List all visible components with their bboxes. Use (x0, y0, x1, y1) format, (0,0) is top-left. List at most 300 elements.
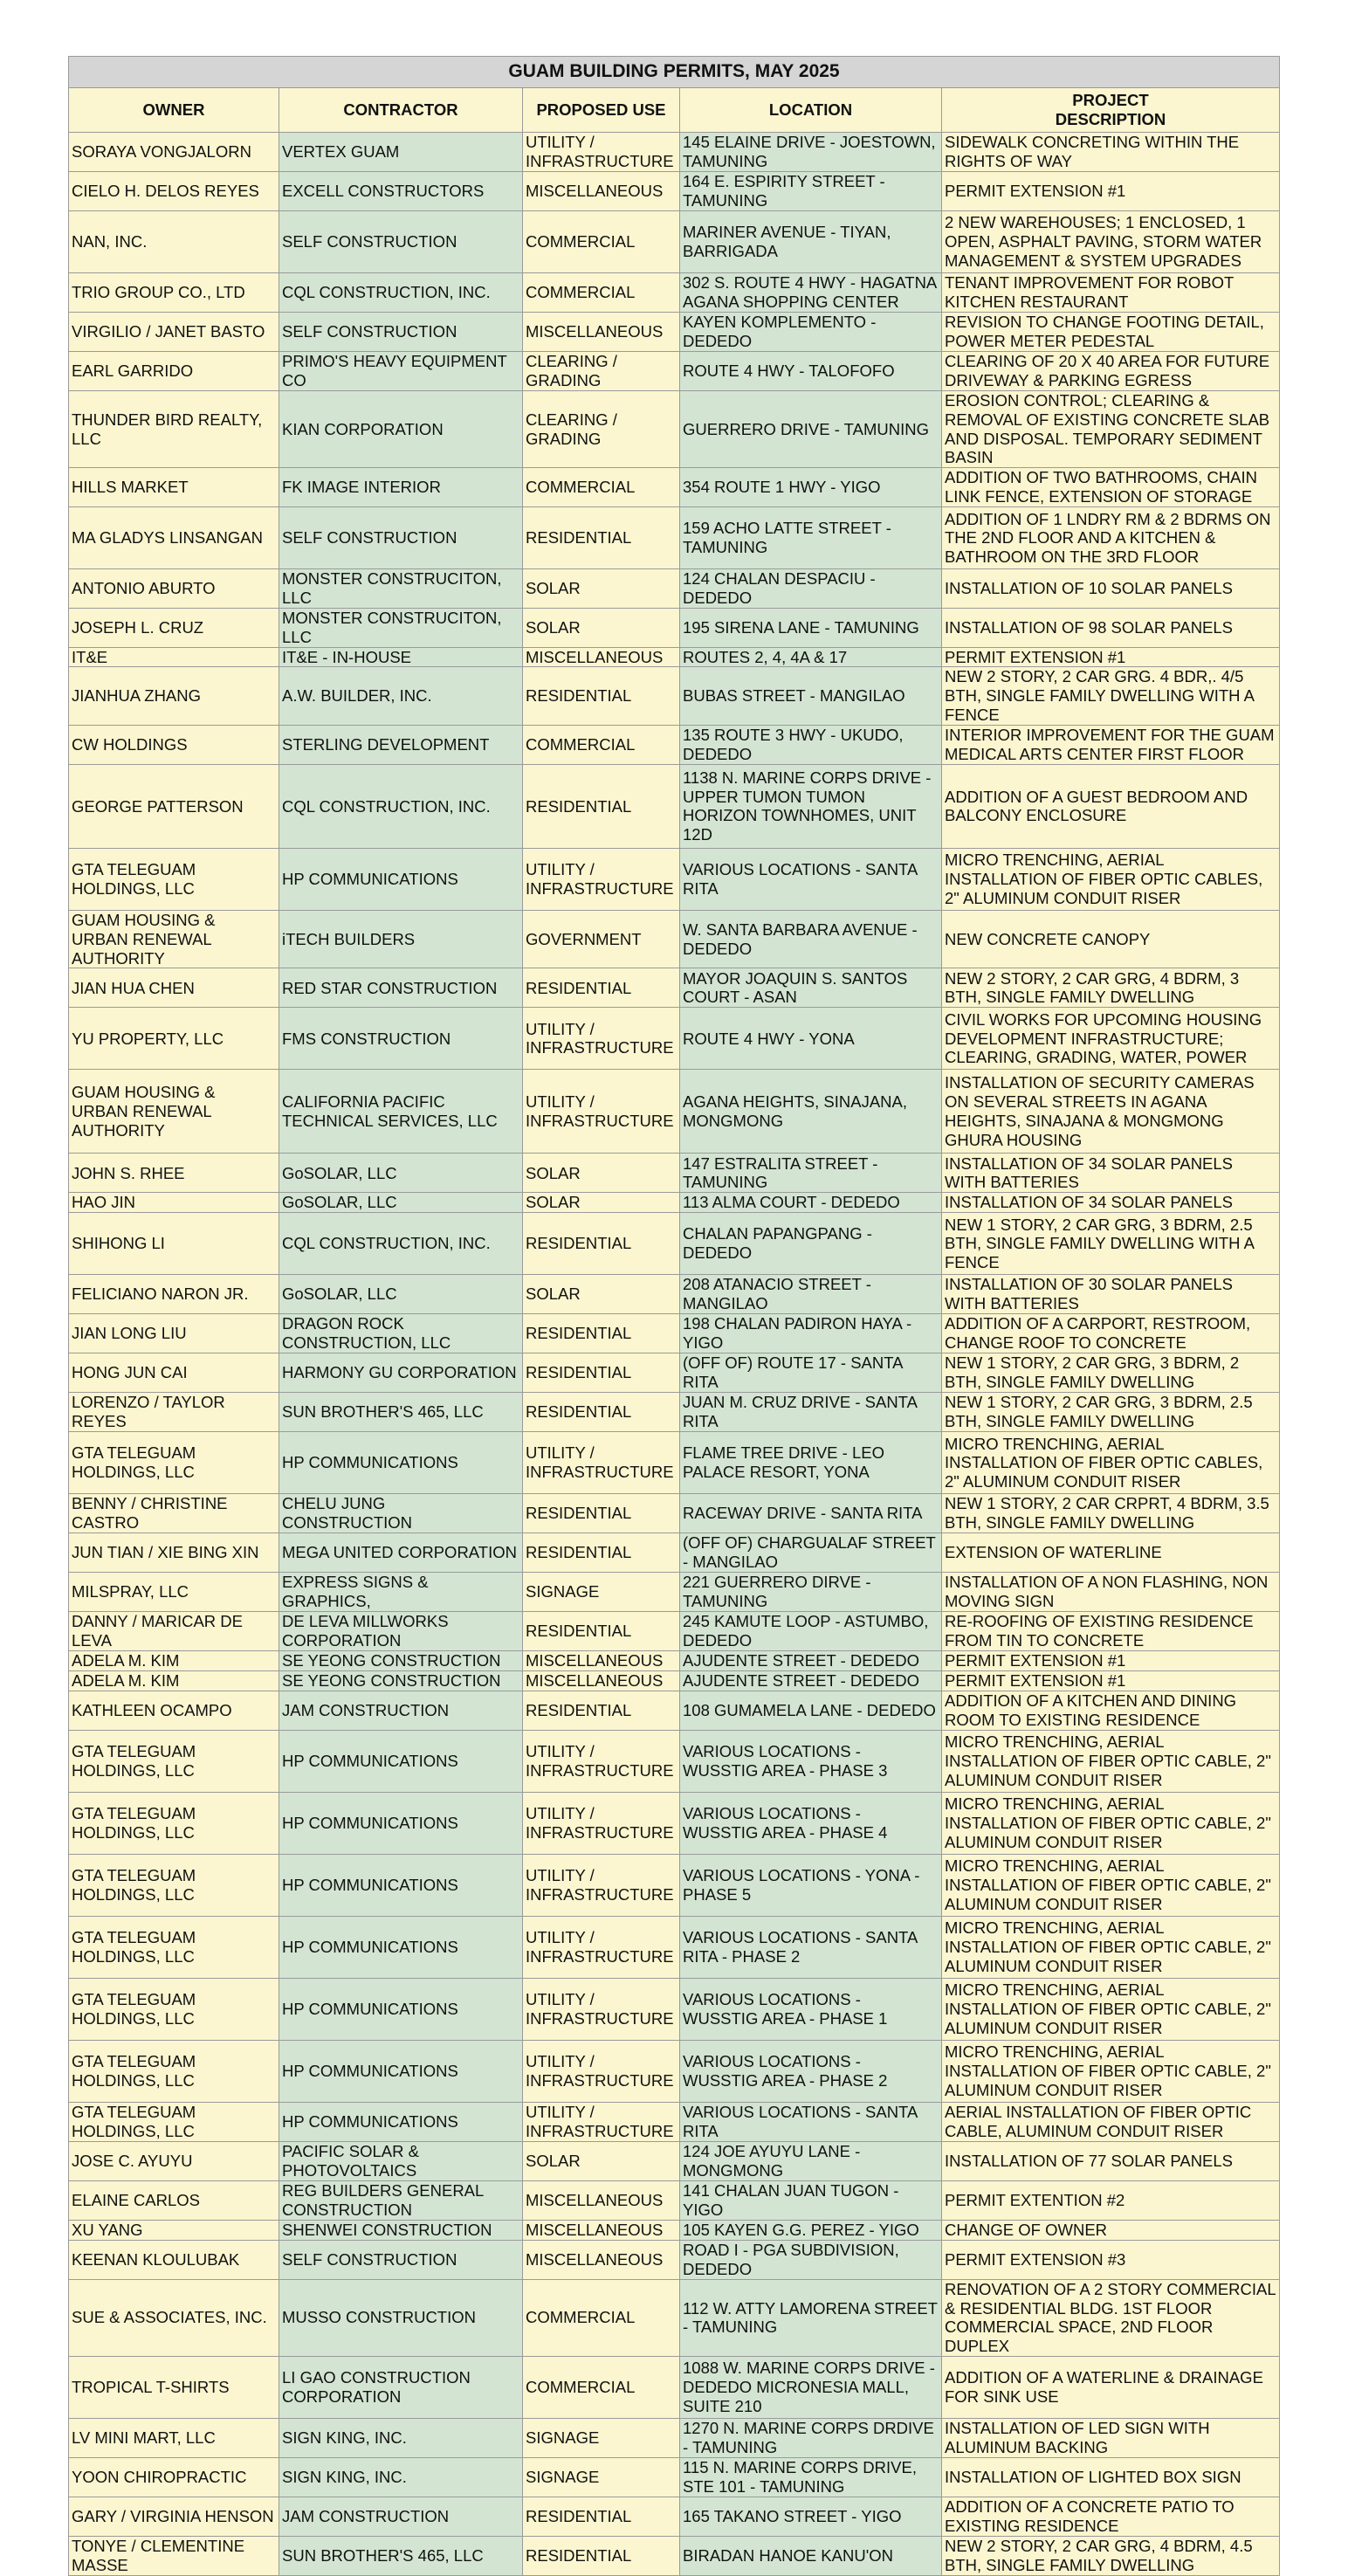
location-cell: VARIOUS LOCATIONS - SANTA RITA - PHASE 2 (680, 1916, 942, 1978)
contractor-cell: HP COMMUNICATIONS (279, 848, 523, 910)
table-row (69, 172, 1280, 211)
owner-cell: SHIHONG LI (69, 1213, 279, 1275)
description-cell: ADDITION OF A KITCHEN AND DINING ROOM TO EXISTING RESIDENCE (942, 1691, 1280, 1730)
owner-cell: GEORGE PATTERSON (69, 764, 279, 848)
owner-cell: GUAM HOUSING & URBAN RENEWAL AUTHORITY (69, 1070, 279, 1154)
description-cell: MICRO TRENCHING, AERIAL INSTALLATION OF FIBER OPTIC CABLE, 2" ALUMINUM CONDUIT RISER (942, 1792, 1280, 1854)
contractor-cell: SUN BROTHER'S 465, LLC (279, 2537, 523, 2576)
description-cell: CHANGE OF OWNER (942, 2220, 1280, 2240)
contractor-cell: HP COMMUNICATIONS (279, 2102, 523, 2141)
location-cell: VARIOUS LOCATIONS - SANTA RITA (680, 2102, 942, 2141)
table-row (69, 2419, 1280, 2458)
table-row (69, 1573, 1280, 1612)
location-cell: ROUTES 2, 4, 4A & 17 (680, 647, 942, 667)
owner-cell: GTA TELEGUAM HOLDINGS, LLC (69, 1730, 279, 1792)
location-cell: (OFF OF) CHARGUALAF STREET - MANGILAO (680, 1533, 942, 1573)
owner-cell: JUN TIAN / XIE BING XIN (69, 1533, 279, 1573)
description-cell: ADDITION OF A CONCRETE PATIO TO EXISTING RESIDENCE (942, 2497, 1280, 2537)
description-cell: PERMIT EXTENSION #3 (942, 2240, 1280, 2279)
description-cell: ADDITION OF A WATERLINE & DRAINAGE FOR SINK USE (942, 2357, 1280, 2419)
table-row (69, 667, 1280, 725)
proposed-use-cell: UTILITY / INFRASTRUCTURE (523, 1978, 680, 2040)
table-title: GUAM BUILDING PERMITS, MAY 2025 (69, 57, 1280, 88)
location-cell: 105 KAYEN G.G. PEREZ - YIGO (680, 2220, 942, 2240)
location-cell: ROUTE 4 HWY - YONA (680, 1008, 942, 1070)
description-cell: MICRO TRENCHING, AERIAL INSTALLATION OF FIBER OPTIC CABLE, 2" ALUMINUM CONDUIT RISER (942, 1978, 1280, 2040)
contractor-cell: HP COMMUNICATIONS (279, 1432, 523, 1494)
owner-cell: GTA TELEGUAM HOLDINGS, LLC (69, 1854, 279, 1916)
proposed-use-cell: SIGNAGE (523, 1573, 680, 1612)
proposed-use-cell: RESIDENTIAL (523, 2497, 680, 2537)
description-cell: INSTALLATION OF SECURITY CAMERAS ON SEVERAL STREETS IN AGANA HEIGHTS, SINAJANA & MONGMONG GHURA HOUSING (942, 1070, 1280, 1154)
description-cell: INSTALLATION OF LED SIGN WITH ALUMINUM BACKING (942, 2419, 1280, 2458)
description-cell: MICRO TRENCHING, AERIAL INSTALLATION OF FIBER OPTIC CABLES, 2" ALUMINUM CONDUIT RISER (942, 848, 1280, 910)
table-row (69, 1070, 1280, 1154)
table-row (69, 1978, 1280, 2040)
location-cell: 198 CHALAN PADIRON HAYA - YIGO (680, 1314, 942, 1353)
contractor-cell: GoSOLAR, LLC (279, 1275, 523, 1314)
description-cell: INSTALLATION OF 34 SOLAR PANELS (942, 1193, 1280, 1213)
column-header-contractor: CONTRACTOR (279, 88, 523, 133)
owner-cell: JIAN HUA CHEN (69, 968, 279, 1008)
table-row (69, 569, 1280, 609)
description-cell: NEW 1 STORY, 2 CAR GRG, 3 BDRM, 2.5 BTH, SINGLE FAMILY DWELLING (942, 1393, 1280, 1432)
table-row (69, 391, 1280, 468)
location-cell: 1088 W. MARINE CORPS DRIVE - DEDEDO MICRONESIA MALL, SUITE 210 (680, 2357, 942, 2419)
owner-cell: HAO JIN (69, 1193, 279, 1213)
description-cell: RENOVATION OF A 2 STORY COMMERCIAL & RESIDENTIAL BLDG. 1ST FLOOR COMMERCIAL SPACE, 2ND FLOOR DUPLEX (942, 2279, 1280, 2356)
table-row (69, 1730, 1280, 1792)
description-cell: INSTALLATION OF A NON FLASHING, NON MOVING SIGN (942, 1573, 1280, 1612)
table-row (69, 1432, 1280, 1494)
table-row (69, 2040, 1280, 2102)
owner-cell: THUNDER BIRD REALTY, LLC (69, 391, 279, 468)
location-cell: 112 W. ATTY LAMORENA STREET - TAMUNING (680, 2279, 942, 2356)
table-row (69, 1691, 1280, 1730)
description-cell: EROSION CONTROL; CLEARING & REMOVAL OF EXISTING CONCRETE SLAB AND DISPOSAL. TEMPORARY SEDIMENT BASIN (942, 391, 1280, 468)
table-row (69, 1916, 1280, 1978)
permits-sheet (68, 56, 1279, 2576)
location-cell: RACEWAY DRIVE - SANTA RITA (680, 1494, 942, 1533)
table-row (69, 1314, 1280, 1353)
location-cell: FLAME TREE DRIVE - LEO PALACE RESORT, YONA (680, 1432, 942, 1494)
description-cell: PERMIT EXTENSION #1 (942, 647, 1280, 667)
description-cell: INSTALLATION OF 10 SOLAR PANELS (942, 569, 1280, 609)
location-cell: JUAN M. CRUZ DRIVE - SANTA RITA (680, 1393, 942, 1432)
table-row (69, 910, 1280, 968)
contractor-cell: PRIMO'S HEAVY EQUIPMENT CO (279, 352, 523, 391)
owner-cell: JIAN LONG LIU (69, 1314, 279, 1353)
table-row (69, 1213, 1280, 1275)
contractor-cell: SUN BROTHER'S 465, LLC (279, 1393, 523, 1432)
contractor-cell: HP COMMUNICATIONS (279, 1792, 523, 1854)
owner-cell: ADELA M. KIM (69, 1651, 279, 1671)
contractor-cell: IT&E - IN-HOUSE (279, 647, 523, 667)
proposed-use-cell: RESIDENTIAL (523, 968, 680, 1008)
location-cell: 221 GUERRERO DIRVE - TAMUNING (680, 1573, 942, 1612)
location-cell: VARIOUS LOCATIONS - YONA - PHASE 5 (680, 1854, 942, 1916)
contractor-cell: GoSOLAR, LLC (279, 1193, 523, 1213)
description-cell: MICRO TRENCHING, AERIAL INSTALLATION OF FIBER OPTIC CABLE, 2" ALUMINUM CONDUIT RISER (942, 2040, 1280, 2102)
location-cell: 302 S. ROUTE 4 HWY - HAGATNA AGANA SHOPPING CENTER (680, 273, 942, 313)
proposed-use-cell: RESIDENTIAL (523, 1691, 680, 1730)
description-cell: CIVIL WORKS FOR UPCOMING HOUSING DEVELOPMENT INFRASTRUCTURE; CLEARING, GRADING, WATER, POWER (942, 1008, 1280, 1070)
location-cell: 145 ELAINE DRIVE - JOESTOWN, TAMUNING (680, 133, 942, 172)
location-cell: (OFF OF) ROUTE 17 - SANTA RITA (680, 1353, 942, 1393)
proposed-use-cell: SOLAR (523, 1154, 680, 1193)
table-row (69, 468, 1280, 507)
table-row (69, 2102, 1280, 2141)
proposed-use-cell: COMMERCIAL (523, 211, 680, 273)
description-cell: PERMIT EXTENSION #1 (942, 172, 1280, 211)
description-cell: PERMIT EXTENSION #1 (942, 1651, 1280, 1671)
contractor-cell: FMS CONSTRUCTION (279, 1008, 523, 1070)
contractor-cell: PACIFIC SOLAR & PHOTOVOLTAICS (279, 2141, 523, 2180)
contractor-cell: CQL CONSTRUCTION, INC. (279, 764, 523, 848)
owner-cell: JOHN S. RHEE (69, 1154, 279, 1193)
table-row (69, 2357, 1280, 2419)
table-row (69, 848, 1280, 910)
location-cell: BUBAS STREET - MANGILAO (680, 667, 942, 725)
proposed-use-cell: RESIDENTIAL (523, 1533, 680, 1573)
location-cell: W. SANTA BARBARA AVENUE - DEDEDO (680, 910, 942, 968)
contractor-cell: MUSSO CONSTRUCTION (279, 2279, 523, 2356)
location-cell: 195 SIRENA LANE - TAMUNING (680, 608, 942, 647)
table-row (69, 1671, 1280, 1691)
table-row (69, 968, 1280, 1008)
proposed-use-cell: MISCELLANEOUS (523, 2220, 680, 2240)
table-row (69, 725, 1280, 764)
contractor-cell: SELF CONSTRUCTION (279, 313, 523, 352)
proposed-use-cell: RESIDENTIAL (523, 1353, 680, 1393)
owner-cell: TRIO GROUP CO., LTD (69, 273, 279, 313)
owner-cell: EARL GARRIDO (69, 352, 279, 391)
owner-cell: SORAYA VONGJALORN (69, 133, 279, 172)
location-cell: VARIOUS LOCATIONS - WUSSTIG AREA - PHASE 3 (680, 1730, 942, 1792)
proposed-use-cell: COMMERCIAL (523, 2279, 680, 2356)
contractor-cell: KIAN CORPORATION (279, 391, 523, 468)
proposed-use-cell: RESIDENTIAL (523, 1494, 680, 1533)
table-row (69, 1792, 1280, 1854)
location-cell: ROAD I - PGA SUBDIVISION, DEDEDO (680, 2240, 942, 2279)
description-cell: SIDEWALK CONCRETING WITHIN THE RIGHTS OF WAY (942, 133, 1280, 172)
contractor-cell: SIGN KING, INC. (279, 2458, 523, 2497)
proposed-use-cell: SIGNAGE (523, 2419, 680, 2458)
contractor-cell: RED STAR CONSTRUCTION (279, 968, 523, 1008)
contractor-cell: REG BUILDERS GENERAL CONSTRUCTION (279, 2180, 523, 2220)
table-row (69, 1275, 1280, 1314)
table-row (69, 2497, 1280, 2537)
location-cell: 113 ALMA COURT - DEDEDO (680, 1193, 942, 1213)
description-cell: NEW 2 STORY, 2 CAR GRG. 4 BDR,. 4/5 BTH, SINGLE FAMILY DWELLING WITH A FENCE (942, 667, 1280, 725)
table-row (69, 1154, 1280, 1193)
location-cell: CHALAN PAPANGPANG - DEDEDO (680, 1213, 942, 1275)
contractor-cell: STERLING DEVELOPMENT (279, 725, 523, 764)
proposed-use-cell: SOLAR (523, 1275, 680, 1314)
proposed-use-cell: RESIDENTIAL (523, 2537, 680, 2576)
proposed-use-cell: SOLAR (523, 569, 680, 609)
proposed-use-cell: COMMERCIAL (523, 468, 680, 507)
contractor-cell: SELF CONSTRUCTION (279, 2240, 523, 2279)
owner-cell: IT&E (69, 647, 279, 667)
table-row (69, 1533, 1280, 1573)
description-cell: EXTENSION OF WATERLINE (942, 1533, 1280, 1573)
table-row (69, 2279, 1280, 2356)
proposed-use-cell: RESIDENTIAL (523, 1393, 680, 1432)
owner-cell: CW HOLDINGS (69, 725, 279, 764)
description-cell: MICRO TRENCHING, AERIAL INSTALLATION OF FIBER OPTIC CABLE, 2" ALUMINUM CONDUIT RISER (942, 1916, 1280, 1978)
table-row (69, 211, 1280, 273)
contractor-cell: FK IMAGE INTERIOR (279, 468, 523, 507)
contractor-cell: A.W. BUILDER, INC. (279, 667, 523, 725)
proposed-use-cell: RESIDENTIAL (523, 507, 680, 569)
proposed-use-cell: SOLAR (523, 2141, 680, 2180)
table-row (69, 2458, 1280, 2497)
contractor-cell: HP COMMUNICATIONS (279, 1730, 523, 1792)
proposed-use-cell: UTILITY / INFRASTRUCTURE (523, 1008, 680, 1070)
contractor-cell: SELF CONSTRUCTION (279, 507, 523, 569)
owner-cell: HILLS MARKET (69, 468, 279, 507)
proposed-use-cell: MISCELLANEOUS (523, 1671, 680, 1691)
owner-cell: GTA TELEGUAM HOLDINGS, LLC (69, 1432, 279, 1494)
proposed-use-cell: RESIDENTIAL (523, 1314, 680, 1353)
owner-cell: JIANHUA ZHANG (69, 667, 279, 725)
description-cell: NEW CONCRETE CANOPY (942, 910, 1280, 968)
proposed-use-cell: COMMERCIAL (523, 2357, 680, 2419)
proposed-use-cell: RESIDENTIAL (523, 667, 680, 725)
table-row (69, 133, 1280, 172)
owner-cell: HONG JUN CAI (69, 1353, 279, 1393)
description-cell: NEW 1 STORY, 2 CAR CRPRT, 4 BDRM, 3.5 BTH, SINGLE FAMILY DWELLING (942, 1494, 1280, 1533)
column-header-project-description: PROJECT DESCRIPTION (942, 88, 1280, 133)
contractor-cell: SELF CONSTRUCTION (279, 211, 523, 273)
location-cell: 147 ESTRALITA STREET - TAMUNING (680, 1154, 942, 1193)
owner-cell: ANTONIO ABURTO (69, 569, 279, 609)
table-row (69, 313, 1280, 352)
description-cell: INSTALLATION OF 30 SOLAR PANELS WITH BATTERIES (942, 1275, 1280, 1314)
contractor-cell: JAM CONSTRUCTION (279, 1691, 523, 1730)
table-row (69, 507, 1280, 569)
description-cell: ADDITION OF A CARPORT, RESTROOM, CHANGE ROOF TO CONCRETE (942, 1314, 1280, 1353)
table-row (69, 352, 1280, 391)
owner-cell: DANNY / MARICAR DE LEVA (69, 1612, 279, 1651)
owner-cell: XU YANG (69, 2220, 279, 2240)
owner-cell: JOSEPH L. CRUZ (69, 608, 279, 647)
contractor-cell: CQL CONSTRUCTION, INC. (279, 1213, 523, 1275)
proposed-use-cell: UTILITY / INFRASTRUCTURE (523, 1792, 680, 1854)
location-cell: 165 TAKANO STREET - YIGO (680, 2497, 942, 2537)
contractor-cell: EXPRESS SIGNS & GRAPHICS, (279, 1573, 523, 1612)
description-cell: INSTALLATION OF 98 SOLAR PANELS (942, 608, 1280, 647)
contractor-cell: HP COMMUNICATIONS (279, 1854, 523, 1916)
location-cell: 141 CHALAN JUAN TUGON - YIGO (680, 2180, 942, 2220)
owner-cell: GARY / VIRGINIA HENSON (69, 2497, 279, 2537)
owner-cell: GTA TELEGUAM HOLDINGS, LLC (69, 1916, 279, 1978)
owner-cell: KEENAN KLOULUBAK (69, 2240, 279, 2279)
description-cell: TENANT IMPROVEMENT FOR ROBOT KITCHEN RESTAURANT (942, 273, 1280, 313)
table-row (69, 2180, 1280, 2220)
table-row (69, 2220, 1280, 2240)
description-cell: MICRO TRENCHING, AERIAL INSTALLATION OF FIBER OPTIC CABLE, 2" ALUMINUM CONDUIT RISER (942, 1730, 1280, 1792)
proposed-use-cell: CLEARING / GRADING (523, 391, 680, 468)
owner-cell: VIRGILIO / JANET BASTO (69, 313, 279, 352)
description-cell: REVISION TO CHANGE FOOTING DETAIL, POWER METER PEDESTAL (942, 313, 1280, 352)
owner-cell: BENNY / CHRISTINE CASTRO (69, 1494, 279, 1533)
description-cell: INSTALLATION OF LIGHTED BOX SIGN (942, 2458, 1280, 2497)
table-row (69, 1494, 1280, 1533)
description-cell: CLEARING OF 20 X 40 AREA FOR FUTURE DRIVEWAY & PARKING EGRESS (942, 352, 1280, 391)
proposed-use-cell: UTILITY / INFRASTRUCTURE (523, 2102, 680, 2141)
owner-cell: LORENZO / TAYLOR REYES (69, 1393, 279, 1432)
location-cell: 354 ROUTE 1 HWY - YIGO (680, 468, 942, 507)
owner-cell: JOSE C. AYUYU (69, 2141, 279, 2180)
location-cell: 135 ROUTE 3 HWY - UKUDO, DEDEDO (680, 725, 942, 764)
location-cell: VARIOUS LOCATIONS - WUSSTIG AREA - PHASE 1 (680, 1978, 942, 2040)
owner-cell: SUE & ASSOCIATES, INC. (69, 2279, 279, 2356)
location-cell: GUERRERO DRIVE - TAMUNING (680, 391, 942, 468)
contractor-cell: iTECH BUILDERS (279, 910, 523, 968)
location-cell: 124 CHALAN DESPACIU - DEDEDO (680, 569, 942, 609)
location-cell: BIRADAN HANOE KANU'ON (680, 2537, 942, 2576)
column-header-proposed-use: PROPOSED USE (523, 88, 680, 133)
table-row (69, 608, 1280, 647)
owner-cell: GTA TELEGUAM HOLDINGS, LLC (69, 2040, 279, 2102)
owner-cell: GTA TELEGUAM HOLDINGS, LLC (69, 1792, 279, 1854)
owner-cell: YU PROPERTY, LLC (69, 1008, 279, 1070)
proposed-use-cell: UTILITY / INFRASTRUCTURE (523, 1916, 680, 1978)
location-cell: KAYEN KOMPLEMENTO - DEDEDO (680, 313, 942, 352)
description-cell: INSTALLATION OF 34 SOLAR PANELS WITH BATTERIES (942, 1154, 1280, 1193)
proposed-use-cell: COMMERCIAL (523, 273, 680, 313)
contractor-cell: SIGN KING, INC. (279, 2419, 523, 2458)
proposed-use-cell: UTILITY / INFRASTRUCTURE (523, 848, 680, 910)
proposed-use-cell: UTILITY / INFRASTRUCTURE (523, 133, 680, 172)
proposed-use-cell: RESIDENTIAL (523, 1213, 680, 1275)
table-row (69, 1612, 1280, 1651)
contractor-cell: HP COMMUNICATIONS (279, 1978, 523, 2040)
location-cell: 245 KAMUTE LOOP - ASTUMBO, DEDEDO (680, 1612, 942, 1651)
description-cell: NEW 1 STORY, 2 CAR GRG, 3 BDRM, 2.5 BTH, SINGLE FAMILY DWELLING WITH A FENCE (942, 1213, 1280, 1275)
location-cell: 1270 N. MARINE CORPS DRDIVE - TAMUNING (680, 2419, 942, 2458)
proposed-use-cell: UTILITY / INFRASTRUCTURE (523, 1730, 680, 1792)
contractor-cell: HP COMMUNICATIONS (279, 1916, 523, 1978)
contractor-cell: SE YEONG CONSTRUCTION (279, 1651, 523, 1671)
owner-cell: CIELO H. DELOS REYES (69, 172, 279, 211)
owner-cell: TROPICAL T-SHIRTS (69, 2357, 279, 2419)
table-row (69, 273, 1280, 313)
contractor-cell: MEGA UNITED CORPORATION (279, 1533, 523, 1573)
proposed-use-cell: UTILITY / INFRASTRUCTURE (523, 1854, 680, 1916)
owner-cell: ELAINE CARLOS (69, 2180, 279, 2220)
location-cell: MARINER AVENUE - TIYAN, BARRIGADA (680, 211, 942, 273)
proposed-use-cell: MISCELLANEOUS (523, 172, 680, 211)
description-cell: NEW 1 STORY, 2 CAR GRG, 3 BDRM, 2 BTH, SINGLE FAMILY DWELLING (942, 1353, 1280, 1393)
contractor-cell: DRAGON ROCK CONSTRUCTION, LLC (279, 1314, 523, 1353)
location-cell: VARIOUS LOCATIONS - WUSSTIG AREA - PHASE 2 (680, 2040, 942, 2102)
description-cell: PERMIT EXTENTION #2 (942, 2180, 1280, 2220)
proposed-use-cell: SOLAR (523, 608, 680, 647)
contractor-cell: CHELU JUNG CONSTRUCTION (279, 1494, 523, 1533)
description-cell: ADDITION OF TWO BATHROOMS, CHAIN LINK FENCE, EXTENSION OF STORAGE (942, 468, 1280, 507)
owner-cell: MILSPRAY, LLC (69, 1573, 279, 1612)
proposed-use-cell: RESIDENTIAL (523, 1612, 680, 1651)
description-cell: MICRO TRENCHING, AERIAL INSTALLATION OF FIBER OPTIC CABLE, 2" ALUMINUM CONDUIT RISER (942, 1854, 1280, 1916)
owner-cell: GUAM HOUSING & URBAN RENEWAL AUTHORITY (69, 910, 279, 968)
location-cell: VARIOUS LOCATIONS - SANTA RITA (680, 848, 942, 910)
owner-cell: GTA TELEGUAM HOLDINGS, LLC (69, 1978, 279, 2040)
owner-cell: TONYE / CLEMENTINE MASSE (69, 2537, 279, 2576)
owner-cell: KATHLEEN OCAMPO (69, 1691, 279, 1730)
description-cell: MICRO TRENCHING, AERIAL INSTALLATION OF FIBER OPTIC CABLES, 2" ALUMINUM CONDUIT RISER (942, 1432, 1280, 1494)
table-row (69, 2141, 1280, 2180)
proposed-use-cell: MISCELLANEOUS (523, 1651, 680, 1671)
description-cell: INSTALLATION OF 77 SOLAR PANELS (942, 2141, 1280, 2180)
owner-cell: YOON CHIROPRACTIC (69, 2458, 279, 2497)
table-row (69, 1193, 1280, 1213)
proposed-use-cell: UTILITY / INFRASTRUCTURE (523, 2040, 680, 2102)
proposed-use-cell: RESIDENTIAL (523, 764, 680, 848)
description-cell: 2 NEW WAREHOUSES; 1 ENCLOSED, 1 OPEN, ASPHALT PAVING, STORM WATER MANAGEMENT & SYSTEM UPGRADES (942, 211, 1280, 273)
contractor-cell: GoSOLAR, LLC (279, 1154, 523, 1193)
contractor-cell: CALIFORNIA PACIFIC TECHNICAL SERVICES, LLC (279, 1070, 523, 1154)
contractor-cell: SHENWEI CONSTRUCTION (279, 2220, 523, 2240)
description-cell: ADDITION OF A GUEST BEDROOM AND BALCONY ENCLOSURE (942, 764, 1280, 848)
description-cell: NEW 2 STORY, 2 CAR GRG, 4 BDRM, 3 BTH, SINGLE FAMILY DWELLING (942, 968, 1280, 1008)
contractor-cell: SE YEONG CONSTRUCTION (279, 1671, 523, 1691)
location-cell: MAYOR JOAQUIN S. SANTOS COURT - ASAN (680, 968, 942, 1008)
contractor-cell: CQL CONSTRUCTION, INC. (279, 273, 523, 313)
table-row (69, 2240, 1280, 2279)
location-cell: 208 ATANACIO STREET - MANGILAO (680, 1275, 942, 1314)
location-cell: VARIOUS LOCATIONS - WUSSTIG AREA - PHASE 4 (680, 1792, 942, 1854)
contractor-cell: EXCELL CONSTRUCTORS (279, 172, 523, 211)
contractor-cell: JAM CONSTRUCTION (279, 2497, 523, 2537)
description-cell: AERIAL INSTALLATION OF FIBER OPTIC CABLE, ALUMINUM CONDUIT RISER (942, 2102, 1280, 2141)
location-cell: ROUTE 4 HWY - TALOFOFO (680, 352, 942, 391)
table-row (69, 1008, 1280, 1070)
contractor-cell: MONSTER CONSTRUCITON, LLC (279, 569, 523, 609)
owner-cell: FELICIANO NARON JR. (69, 1275, 279, 1314)
permits-table (68, 56, 1280, 2576)
proposed-use-cell: UTILITY / INFRASTRUCTURE (523, 1070, 680, 1154)
owner-cell: MA GLADYS LINSANGAN (69, 507, 279, 569)
description-cell: PERMIT EXTENSION #1 (942, 1671, 1280, 1691)
proposed-use-cell: UTILITY / INFRASTRUCTURE (523, 1432, 680, 1494)
contractor-cell: LI GAO CONSTRUCTION CORPORATION (279, 2357, 523, 2419)
contractor-cell: VERTEX GUAM (279, 133, 523, 172)
location-cell: 115 N. MARINE CORPS DRIVE, STE 101 - TAMUNING (680, 2458, 942, 2497)
proposed-use-cell: MISCELLANEOUS (523, 2180, 680, 2220)
proposed-use-cell: SIGNAGE (523, 2458, 680, 2497)
proposed-use-cell: MISCELLANEOUS (523, 647, 680, 667)
description-cell: ADDITION OF 1 LNDRY RM & 2 BDRMS ON THE 2ND FLOOR AND A KITCHEN & BATHROOM ON THE 3RD FLOOR (942, 507, 1280, 569)
table-row (69, 1353, 1280, 1393)
proposed-use-cell: MISCELLANEOUS (523, 313, 680, 352)
description-cell: INTERIOR IMPROVEMENT FOR THE GUAM MEDICAL ARTS CENTER FIRST FLOOR (942, 725, 1280, 764)
location-cell: AJUDENTE STREET - DEDEDO (680, 1651, 942, 1671)
table-row (69, 764, 1280, 848)
description-cell: NEW 2 STORY, 2 CAR GRG, 4 BDRM, 4.5 BTH, SINGLE FAMILY DWELLING (942, 2537, 1280, 2576)
proposed-use-cell: COMMERCIAL (523, 725, 680, 764)
location-cell: 164 E. ESPIRITY STREET - TAMUNING (680, 172, 942, 211)
table-row (69, 647, 1280, 667)
location-cell: 124 JOE AYUYU LANE - MONGMONG (680, 2141, 942, 2180)
column-header-owner: OWNER (69, 88, 279, 133)
contractor-cell: MONSTER CONSTRUCITON, LLC (279, 608, 523, 647)
location-cell: 159 ACHO LATTE STREET - TAMUNING (680, 507, 942, 569)
owner-cell: GTA TELEGUAM HOLDINGS, LLC (69, 2102, 279, 2141)
location-cell: AJUDENTE STREET - DEDEDO (680, 1671, 942, 1691)
